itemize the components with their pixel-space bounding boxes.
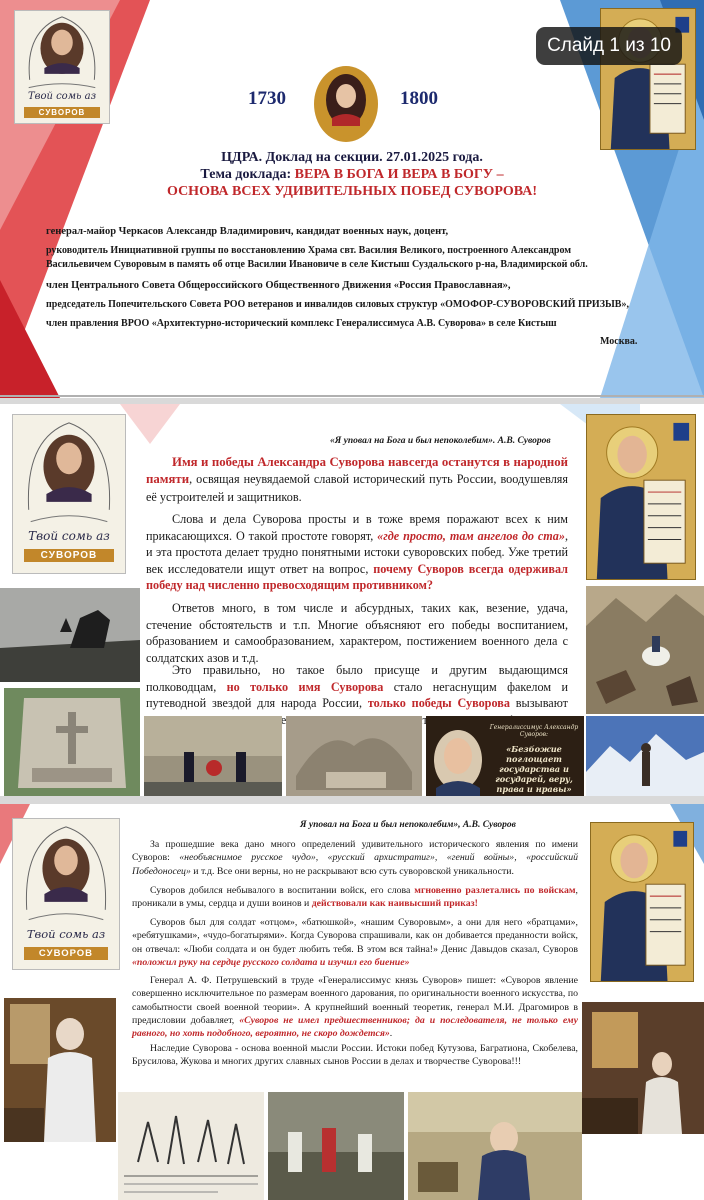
p2-highlight-1: «где просто, там ангелов до ста» [377,528,565,543]
ceremony-photo [144,716,282,796]
author-line-3: Васильевичем Суворовым в память об отце Василии Ивановиче в селе Кистыш Суздальского р-на, Владимирской обл. [46,259,588,270]
book-cover-image [14,10,110,124]
portrait-caption-quote: «Безбожие поглощает государства и государей, веру, права и нравы» [495,744,573,794]
paragraph-2 [146,511,568,594]
p2-highlight-2: почему Суворов всегда одерживал победу над численно превосходящим противником? [146,561,568,593]
paragraph-2 [132,884,578,911]
author-line-4: член Центрального Совета Общероссийского Общественного Движения «Россия Православная», [46,280,511,291]
elder-painting-icon [4,998,116,1142]
sketch-illustration [118,1092,264,1200]
mountain-icon [586,716,704,796]
paragraph-1 [146,454,568,505]
p4-highlight-1: но только имя Суворова [226,679,384,694]
paragraph-5: Наследие Суворова - основа военной мысли России. Истоки побед Кутузова, Багратиона, Скобелева, Брусилова, Жукова и многих других славных сынов России в делах и творчестве Суворова!!! [132,1043,578,1068]
paragraph-3 [132,916,578,969]
room-painting-icon [582,1002,704,1134]
slide-1 [0,0,704,398]
quote-portrait-card [426,716,584,796]
relief-photo [286,716,422,796]
suvorov-icon-image [590,822,694,982]
p4-text-a: Это правильно, но такое было присуще и другим выдающимся полководцам, [146,663,568,694]
p4-highlight: «Суворов не имел предшественников; да и последователя, не только ему равного, но хоть подобного, вероятно, не скоро дождется» [132,1014,578,1040]
book-title: Твой сомь аз [28,529,110,543]
p1-text-a: За прошедшие века дано много определений удивительного исторического явления по имени Суворов: [132,839,578,864]
slide-separator [0,796,704,804]
p2-text-a: Слова и дела Суворова просты и в тоже время поражают всех к ним прикасающихся. О такой простоте говорят, [146,512,568,543]
old-suvorov-painting [4,998,116,1142]
book-title: Твой сомь аз [26,927,106,941]
p2-text-a: Суворов добился небывалого в воспитании войск, его слова [150,885,415,896]
engraving-icon [118,1092,264,1200]
alps-battle-painting [586,586,704,714]
year-end: 1800 [400,88,438,109]
p4-text-b: стало негаснущим факелом и путеводной звездой для народа России, [146,679,568,711]
laurel-wreath-icon [314,66,378,142]
p2-text-b: , и эта простота делает трудно понятными истоки суворовских побед. Уже третий век исследователи ищут ответ на вопрос, [146,528,568,576]
rock-memorial-photo [4,688,140,796]
slide-counter: Слайд 1 из 10 [536,27,682,65]
memorial-ceremony-icon [144,716,282,796]
paragraph-3: Ответов много, в том числе и абсурдных, таких как, везение, удача, стечение обстоятельств и т.п. Многие объясняют его победы воспитанием, образованием и самообразованием, характером, постижением военного дела с солдатских азов и т.д. [146,601,568,665]
book-subtitle: СУВОРОВ [24,549,114,562]
p2-highlight-1: мгновенно разлетались по войскам [414,885,576,896]
p1-highlight: Имя и победы Александра Суворова навсегда останутся в народной памяти [146,455,568,487]
author-line-2: руководитель Инициативной группы по восстановлению Храма свт. Василия Великого, построенного Александром [46,245,572,256]
p4-end: . [389,1028,393,1040]
interior-painting [582,1002,704,1134]
stone-relief-icon [286,716,422,796]
book-cover-image [12,414,126,574]
suvorov-icon-image [586,414,696,580]
p2-text-b: , проникали в умы, сердца и души воинов и [132,885,578,910]
saint-icon [591,823,693,981]
report-header: ЦДРА. Доклад на секции. 27.01.2025 года. [221,150,483,165]
field-painting [408,1092,582,1200]
soldiers-icon [268,1092,404,1200]
slide-3 [0,804,704,1200]
topic-label: Тема доклада: [200,167,295,182]
p4-text-a: Генерал А. Ф. Петрушевский в труде «Генералиссимус князь Суворов» пишет: «Суворов явление совершенно исключительное по размерам военного дарования, по оригинальности военного искусства, по самобытности своей военной теории». А крупнейший военный теоретик, генерал М.И. Драгомиров в предисловии добавляет, [132,975,578,1026]
p1-text: , освящая неувядаемой славой исторический путь России, воодушевляя её устроителей и защитников. [146,472,568,504]
rock-cross-icon [4,688,140,796]
p4-text-c: вызывают [515,696,568,711]
book-subtitle: СУВОРОВ [24,107,99,118]
city: Москва. [600,336,638,347]
soldiers-painting [268,1092,404,1200]
battle-painting-icon [586,586,704,714]
mountain-monument-photo [586,716,704,796]
p4-highlight-2: только победы Суворова [367,696,510,711]
book-cover-image [12,818,120,970]
p1-italic: «необъяснимое русское чудо», «русский архистратиг», «гений войны», «российский Победоносец» [132,852,578,877]
slide-2 [0,404,704,796]
p1-text-b: и т.д. Все они верны, но не раскрывают всю суть суворовской уникальности. [190,865,514,877]
author-line-5: председатель Попечительского Совета РОО ветеранов и инвалидов силовых структур «ОМОФОР-СУВОРОВСКИЙ ПРИЗЫВ», [46,299,629,310]
epigraph: «Я уповал на Бога и был непоколебим». А.В. Суворов [330,436,551,446]
topic-line-2: ОСНОВА ВСЕХ УДИВИТЕЛЬНЫХ ПОБЕД СУВОРОВА! [167,184,537,199]
year-start: 1730 [248,88,286,109]
equestrian-monument-icon [0,588,140,682]
portrait-caption-name: Генералиссимус Александр Суворов: [489,724,579,738]
author-line-1: генерал-майор Черкасов Александр Владимирович, кандидат военных наук, доцент, [46,226,449,237]
medallion-portrait [314,66,378,142]
saint-icon [587,415,695,579]
landscape-painting-icon [408,1092,582,1200]
paragraph-1 [132,838,578,878]
author-line-6: член правления ВРОО «Архитектурно-исторический комплекс Генералиссимуса А.В. Суворова» в селе Кистыш [46,318,557,329]
paragraph-4 [132,974,578,1041]
report-topic [150,167,554,183]
book-subtitle: СУВОРОВ [24,947,109,960]
topic-line-1: ВЕРА В БОГА И ВЕРА В БОГУ – [294,167,504,182]
p3-highlight: «положил руку на сердце русского солдата и изучил его биение» [132,956,410,968]
book-title: Твой сомь аз [27,91,97,102]
epigraph: Я уповал на Бога и был непоколебим», А.В. Суворов [300,820,516,830]
p2-highlight-2: действовали как наивысший приказ! [311,898,478,910]
p3-text-a: Суворов был для солдат «отцом», «батюшкой», «нашим Суворовым», а они для него «братцами», «ребятушками», «чудо-богатырями». Когда Суворова спрашивали, как он добивается преданности войск, он отвечал: «Люби солдата и он будет любить тебя. В этом вся тайна!» Денис Давыдов сказал, Суворов [132,917,578,955]
monument-photo [0,588,140,682]
